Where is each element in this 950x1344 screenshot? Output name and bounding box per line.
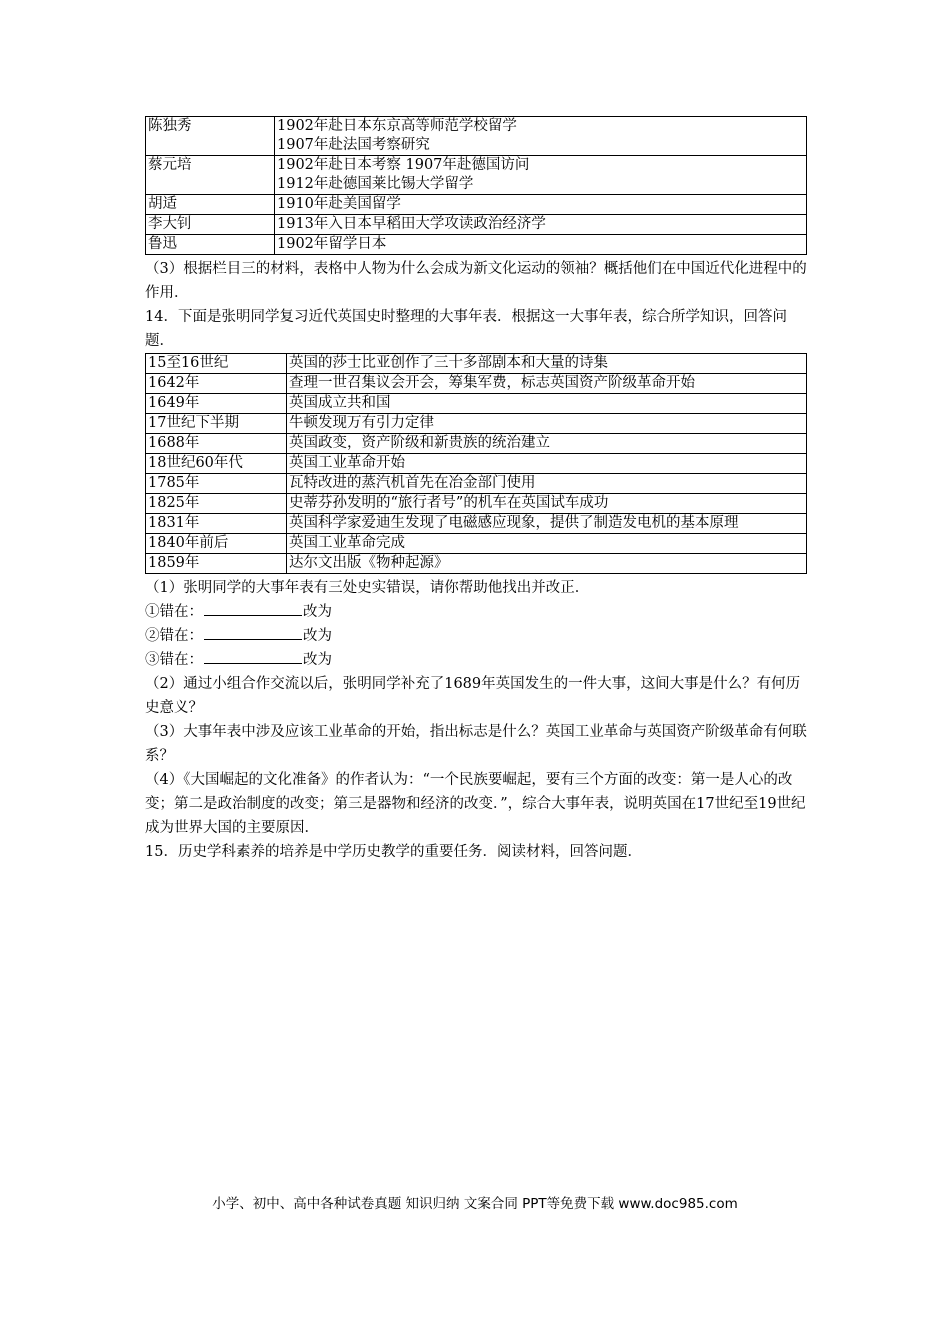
person-experience xyxy=(275,215,807,235)
event-time: 17世纪下半期 xyxy=(146,414,287,434)
answer-line-2 xyxy=(145,624,807,648)
table-row xyxy=(146,235,807,255)
page-footer: 小学、初中、高中各种试卷真题 知识归纳 文案合同 PPT等免费下载 www.doc985.com xyxy=(212,1196,738,1212)
experience-line: 1913年入日本早稻田大学攻读政治经济学 xyxy=(277,216,546,232)
table-row xyxy=(146,454,807,474)
table-row xyxy=(146,534,807,554)
event-time: 1688年 xyxy=(146,434,287,454)
answer-suffix: 改为 xyxy=(303,604,332,620)
table-row xyxy=(146,474,807,494)
answer-blank[interactable] xyxy=(204,624,302,640)
table-row xyxy=(146,354,807,374)
experience-line: 1910年赴美国留学 xyxy=(277,196,401,212)
person-experience xyxy=(275,235,807,255)
event-time: 18世纪60年代 xyxy=(146,454,287,474)
event-description: 英国工业革命完成 xyxy=(287,534,807,554)
answer-suffix: 改为 xyxy=(303,628,332,644)
question-13-3: （3）根据栏目三的材料，表格中人物为什么会成为新文化运动的领袖？概括他们在中国近代化进程中的作用． xyxy=(145,261,807,301)
person-name: 李大钊 xyxy=(146,215,275,235)
table-row xyxy=(146,156,807,195)
experience-line: 1902年赴日本考察 1907年赴德国访问 xyxy=(277,157,530,173)
table-row xyxy=(146,374,807,394)
answer-prefix: ①错在： xyxy=(145,604,203,620)
event-time: 15至16世纪 xyxy=(146,354,287,374)
event-time: 1785年 xyxy=(146,474,287,494)
event-description: 英国政变，资产阶级和新贵族的统治建立 xyxy=(287,434,807,454)
event-time: 1825年 xyxy=(146,494,287,514)
event-description: 英国工业革命开始 xyxy=(287,454,807,474)
event-time: 1642年 xyxy=(146,374,287,394)
question-15: 15．历史学科素养的培养是中学历史教学的重要任务．阅读材料，回答问题． xyxy=(145,844,642,860)
answer-suffix: 改为 xyxy=(303,652,332,668)
person-name: 胡适 xyxy=(146,195,275,215)
person-name: 陈独秀 xyxy=(146,117,275,156)
event-description: 英国科学家爱迪生发现了电磁感应现象，提供了制造发电机的基本原理 xyxy=(287,514,807,534)
event-description: 英国的莎士比亚创作了三十多部剧本和大量的诗集 xyxy=(287,354,807,374)
event-description: 史蒂芬孙发明的“旅行者号”的机车在英国试车成功 xyxy=(287,494,807,514)
question-14-2: （2）通过小组合作交流以后，张明同学补充了1689年英国发生的一件大事，这间大事是什么？有何历史意义？ xyxy=(145,676,801,716)
event-description: 瓦特改进的蒸汽机首先在冶金部门使用 xyxy=(287,474,807,494)
person-name: 鲁迅 xyxy=(146,235,275,255)
person-experience xyxy=(275,195,807,215)
person-experience xyxy=(275,117,807,156)
table-row xyxy=(146,494,807,514)
experience-line: 1902年留学日本 xyxy=(277,236,387,252)
britain-timeline-table xyxy=(145,353,807,574)
event-time: 1840年前后 xyxy=(146,534,287,554)
table-row xyxy=(146,215,807,235)
event-description: 达尔文出版《物种起源》 xyxy=(287,554,807,574)
experience-line: 1912年赴德国莱比锡大学留学 xyxy=(277,176,474,192)
table-row xyxy=(146,394,807,414)
answer-prefix: ③错在： xyxy=(145,652,203,668)
answer-line-3 xyxy=(145,648,807,672)
event-description: 英国成立共和国 xyxy=(287,394,807,414)
person-name: 蔡元培 xyxy=(146,156,275,195)
student-abroad-table xyxy=(145,116,807,255)
table-row xyxy=(146,514,807,534)
event-time: 1831年 xyxy=(146,514,287,534)
question-14-1: （1）张明同学的大事年表有三处史实错误，请你帮助他找出并改正． xyxy=(145,580,590,596)
event-description: 查理一世召集议会开会，筹集军费，标志英国资产阶级革命开始 xyxy=(287,374,807,394)
table-row xyxy=(146,117,807,156)
table-row xyxy=(146,195,807,215)
person-experience xyxy=(275,156,807,195)
answer-blank[interactable] xyxy=(204,648,302,664)
question-14-3: （3）大事年表中涉及应该工业革命的开始，指出标志是什么？英国工业革命与英国资产阶级革命有何联系？ xyxy=(145,724,807,764)
experience-line: 1907年赴法国考察研究 xyxy=(277,137,430,153)
event-description: 牛顿发现万有引力定律 xyxy=(287,414,807,434)
question-14-intro: 14．下面是张明同学复习近代英国史时整理的大事年表．根据这一大事年表，综合所学知识，回答问题． xyxy=(145,309,787,349)
table-row xyxy=(146,414,807,434)
answer-prefix: ②错在： xyxy=(145,628,203,644)
question-14-4: （4）《大国崛起的文化准备》的作者认为：“一个民族要崛起，要有三个方面的改变：第一是人心的改变；第二是政治制度的改变；第三是器物和经济的改变．”，综合大事年表，说明英国在17世纪至19世纪成为世界大国的主要原因． xyxy=(145,772,806,836)
answer-blank[interactable] xyxy=(204,600,302,616)
event-time: 1859年 xyxy=(146,554,287,574)
experience-line: 1902年赴日本东京高等师范学校留学 xyxy=(277,118,517,134)
event-time: 1649年 xyxy=(146,394,287,414)
answer-line-1 xyxy=(145,600,807,624)
document-page xyxy=(145,116,807,864)
table-row xyxy=(146,554,807,574)
table-row xyxy=(146,434,807,454)
